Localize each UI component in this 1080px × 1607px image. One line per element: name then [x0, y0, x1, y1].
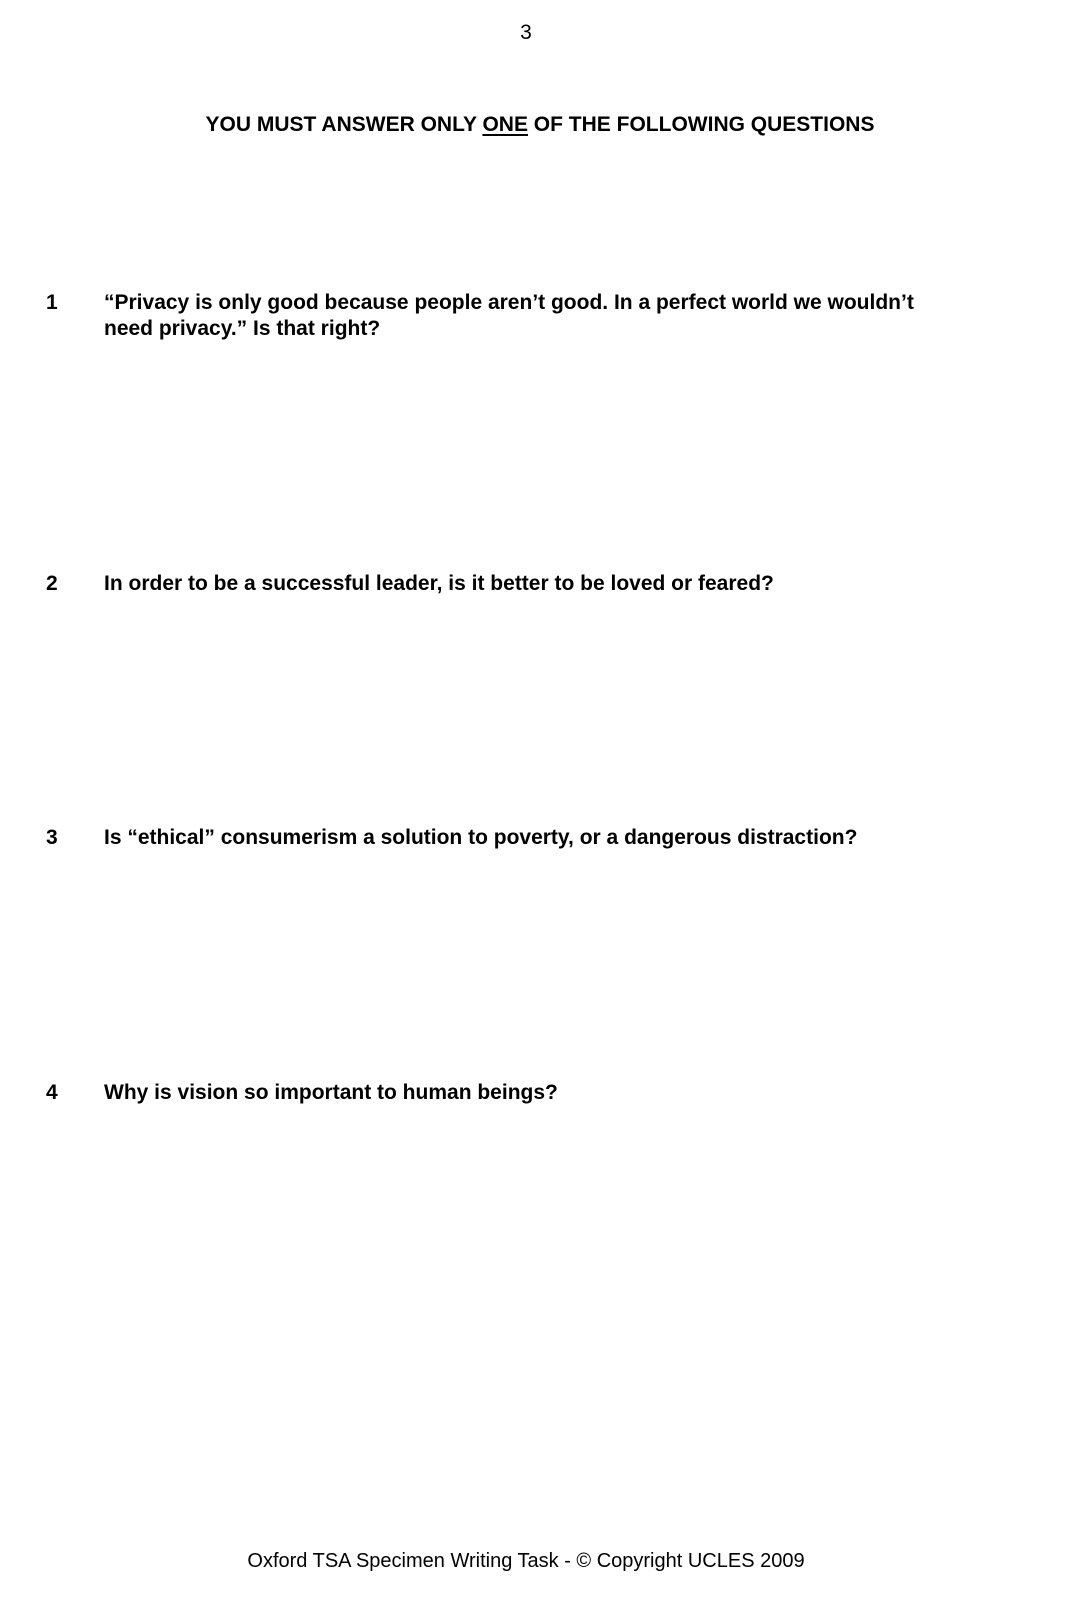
question-text — [104, 571, 1004, 597]
question-number: 1 — [46, 291, 58, 314]
question-text-line: Why is vision so important to human beings? — [104, 1081, 558, 1104]
footer-copyright: Oxford TSA Specimen Writing Task - © Copyright UCLES 2009 — [247, 1550, 805, 1572]
question-text-line: Is “ethical” consumerism a solution to poverty, or a dangerous distraction? — [104, 826, 858, 849]
question-text-line: In order to be a successful leader, is it better to be loved or feared? — [104, 572, 774, 595]
question-text — [104, 290, 1004, 342]
instruction-heading — [0, 112, 1080, 138]
instruction-suffix: OF THE FOLLOWING QUESTIONS — [527, 113, 875, 136]
question-number: 2 — [46, 572, 58, 595]
question-text-line: need privacy.” Is that right? — [104, 317, 381, 340]
question-number: 3 — [46, 826, 58, 849]
question-number: 4 — [46, 1081, 58, 1104]
page-number: 3 — [520, 21, 532, 44]
instruction-prefix: YOU MUST ANSWER ONLY — [205, 113, 483, 136]
question-text — [104, 1080, 1004, 1106]
question-text — [104, 825, 1004, 851]
instruction-emphasis: ONE — [482, 113, 528, 136]
question-text-line: “Privacy is only good because people aren’t good. In a perfect world we wouldn’t — [104, 291, 914, 314]
